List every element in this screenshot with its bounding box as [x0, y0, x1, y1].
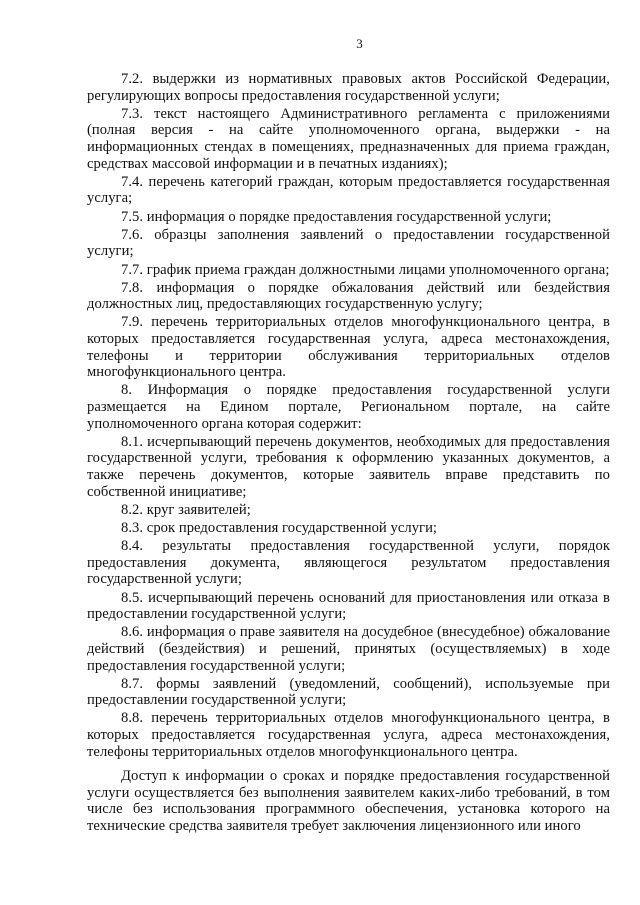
paragraph-access: Доступ к информации о сроках и порядке предоставления государственной услуги осуществляется без выполнения заявителем каких-либо требований, в том числе без использования программного обеспечения, установка которого на технические средства заявителя требует заключения лицензионного или иного — [87, 768, 610, 835]
paragraph-7-8: 7.8. информация о порядке обжалования действий или бездействия должностных лиц, предоставляющих государственную услугу; — [87, 279, 610, 313]
paragraph-8-6: 8.6. информация о праве заявителя на досудебное (внесудебное) обжалование действий (бездействия) и решений, принятых (осуществляемых) в ходе предоставления государственной услуги; — [87, 624, 610, 674]
paragraph-7-5: 7.5. информация о порядке предоставления государственной услуги; — [121, 208, 552, 225]
paragraph-8-5: 8.5. исчерпывающий перечень оснований для приостановления или отказа в предоставлении государственной услуги; — [87, 589, 610, 623]
paragraph-8-7: 8.7. формы заявлений (уведомлений, сообщений), используемые при предоставлении государственной услуги; — [87, 675, 610, 709]
paragraph-7-3: 7.3. текст настоящего Административного регламента с приложениями (полная версия - на сайте уполномоченного органа, выдержки - на информационных стендах в помещениях, предназначенных для приема граждан, средствах массовой информации и в печатных изданиях); — [87, 105, 610, 172]
paragraph-7-2: 7.2. выдержки из нормативных правовых актов Российской Федерации, регулирующих вопросы предоставления государственной услуги; — [87, 71, 610, 104]
paragraph-7-7: 7.7. график приема граждан должностными лицами уполномоченного органа; — [121, 261, 610, 278]
paragraph-7-4: 7.4. перечень категорий граждан, которым предоставляется государственная услуга; — [87, 173, 610, 207]
page-number: 3 — [356, 36, 363, 51]
paragraph-8-3: 8.3. срок предоставления государственной услуги; — [121, 519, 438, 536]
paragraph-8-4: 8.4. результаты предоставления государственной услуги, порядок предоставления документа, являющегося результатом предоставления государственной услуги; — [87, 538, 610, 588]
paragraph-8-1: 8.1. исчерпывающий перечень документов, необходимых для предоставления государственной услуги, требования к оформлению указанных документов, а также перечень документов, которые заявитель вправе представить по собственной инициативе; — [87, 433, 610, 500]
paragraph-7-6: 7.6. образцы заполнения заявлений о предоставлении государственной услуги; — [87, 226, 610, 260]
paragraph-8-2: 8.2. круг заявителей; — [121, 501, 251, 518]
paragraph-8: 8. Информация о порядке предоставления государственной услуги размещается на Едином портале, Региональном портале, на сайте уполномоченного органа которая содержит: — [87, 382, 610, 432]
paragraph-7-9: 7.9. перечень территориальных отделов многофункционального центра, в которых предоставляется государственная услуга, адреса местонахождения, телефоны и территории обслуживания территориальных отделов многофункционального центра. — [87, 314, 610, 381]
paragraph-8-8: 8.8. перечень территориальных отделов многофункционального центра, в которых предоставляется государственная услуга, адреса местонахождения, телефоны территориальных отделов многофункционального центра. — [87, 710, 610, 760]
